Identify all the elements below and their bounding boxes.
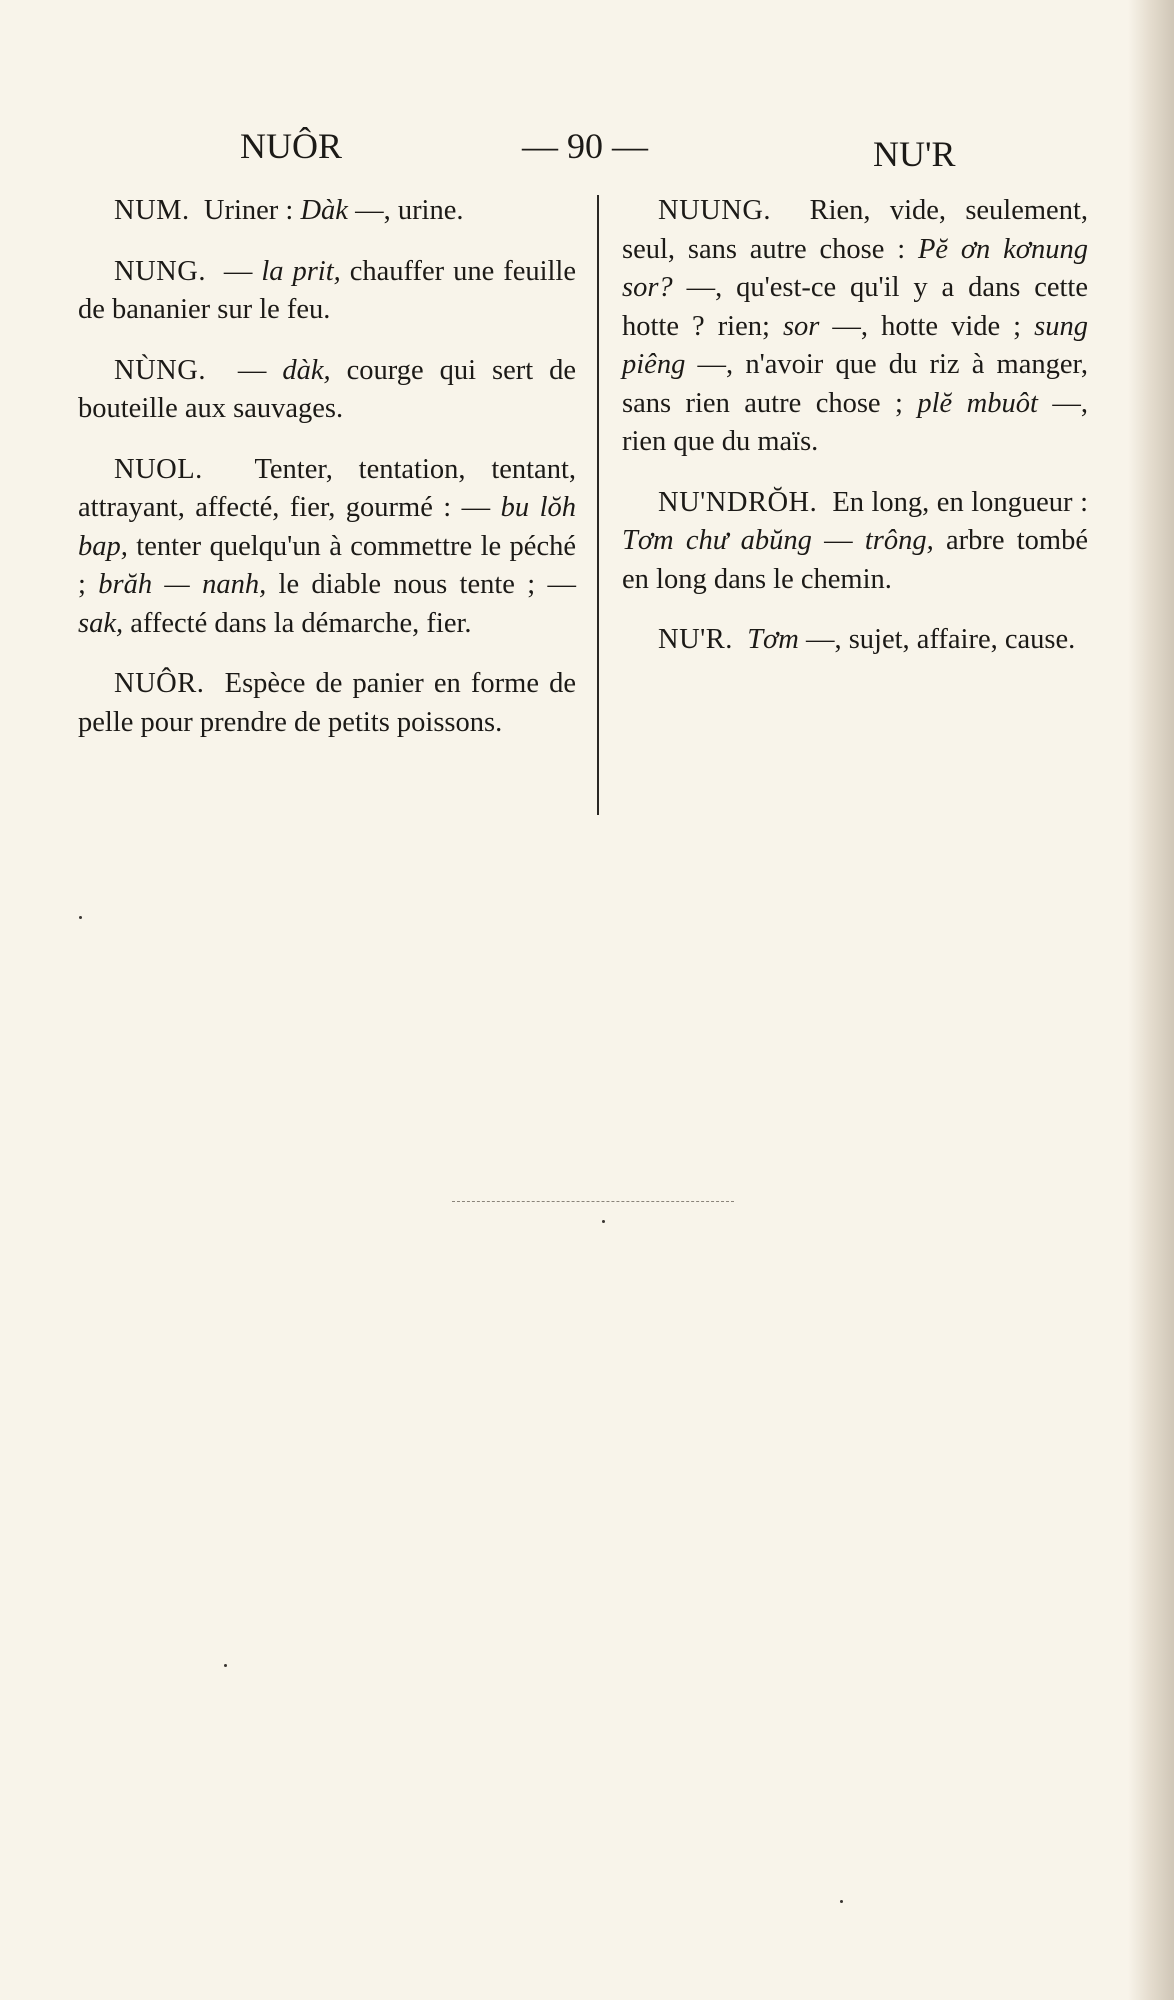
entry-headword: NUÔR.	[114, 668, 205, 699]
entry-definition-text: En long, en longueur :	[832, 486, 1088, 518]
entry-definition-text: chauffer une feuille de bananier sur le feu.	[78, 255, 577, 325]
header-right-guideword: NU'R	[873, 134, 956, 174]
entry-example-italic: trông,	[864, 525, 934, 556]
entry-headword: NUOL.	[114, 453, 203, 485]
column-divider	[597, 195, 599, 815]
entry-example-italic: bu lŏh bap,	[78, 492, 576, 562]
dictionary-entry	[622, 484, 1088, 600]
entry-example-italic: plĕ mbuôt	[917, 387, 1038, 419]
dictionary-entry	[78, 253, 576, 330]
entry-definition-text: courge qui sert de bouteille aux sauvages.	[78, 354, 576, 424]
entry-definition-text: Espèce de panier en forme de pelle pour prendre de petits poissons.	[78, 668, 577, 738]
entry-definition-text: Tenter, tentation, tentant, attrayant, affecté, fier, gourmé : —	[78, 453, 577, 523]
dictionary-entry	[622, 621, 1088, 660]
print-speck	[224, 1664, 227, 1667]
entry-definition-text: —, rien que du maïs.	[622, 387, 1088, 457]
entry-definition-text: Rien, vide, seulement, seul, sans autre chose :	[622, 195, 1088, 265]
entry-definition-text: —, urine.	[347, 195, 464, 226]
entry-definition-text: —, hotte vide ;	[819, 310, 1035, 342]
entry-headword: NÙNG.	[114, 354, 206, 386]
right-column	[622, 192, 1088, 682]
dictionary-entry	[78, 665, 576, 742]
dictionary-entry	[622, 192, 1088, 462]
entry-example-italic: la prit,	[261, 255, 341, 287]
entry-definition-text: le diable nous tente ; —	[266, 569, 576, 600]
entry-headword: NUUNG.	[658, 195, 772, 226]
page-number: — 90 —	[522, 126, 648, 166]
entry-example-italic: sor	[782, 310, 820, 342]
left-column	[78, 192, 576, 764]
entry-example-italic: Tơm	[747, 624, 799, 655]
entry-definition-text: —, sujet, affaire, cause.	[798, 624, 1076, 655]
entry-definition-text: —	[237, 354, 283, 386]
entry-headword: NU'NDRŎH.	[658, 486, 818, 518]
entry-definition-text: —, qu'est-ce qu'il y a dans cette hotte ? rien;	[622, 272, 1088, 342]
end-of-text-rule	[452, 1201, 734, 1202]
entry-example-italic: Dàk	[300, 195, 348, 226]
entry-definition-text: —, n'avoir que du riz à manger, sans rien autre chose ;	[622, 349, 1088, 419]
entry-example-italic: sung piêng	[622, 310, 1088, 380]
header-left-guideword: NUÔR	[240, 126, 343, 166]
entry-headword: NUM.	[114, 195, 190, 226]
page-edge-shadow	[1128, 0, 1174, 2000]
entry-definition-text: tenter quelqu'un à commettre le péché ;	[78, 530, 576, 600]
print-speck	[840, 1900, 843, 1903]
entry-headword: NUNG.	[114, 255, 206, 287]
dictionary-entry	[78, 451, 576, 644]
entry-example-italic: brăh — nanh,	[98, 569, 267, 600]
entry-example-italic: Pĕ ơn kơnung sor?	[622, 233, 1088, 303]
entry-definition-text: —	[811, 525, 865, 556]
dictionary-entry	[78, 192, 576, 231]
running-header	[0, 125, 1174, 185]
entry-definition-text: —	[223, 255, 262, 287]
dictionary-entry	[78, 352, 576, 429]
entry-example-italic: sak,	[78, 607, 124, 639]
print-speck	[79, 916, 82, 919]
entry-example-italic: dàk,	[282, 354, 331, 386]
entry-definition-text: Uriner :	[203, 195, 301, 226]
entry-headword: NU'R.	[658, 624, 733, 655]
entry-definition-text: arbre tombé en long dans le chemin.	[622, 525, 1088, 595]
print-speck	[602, 1220, 605, 1223]
entry-definition-text: affecté dans la démarche, fier.	[123, 607, 472, 639]
entry-example-italic: Tơm chư abŭng	[622, 525, 812, 556]
